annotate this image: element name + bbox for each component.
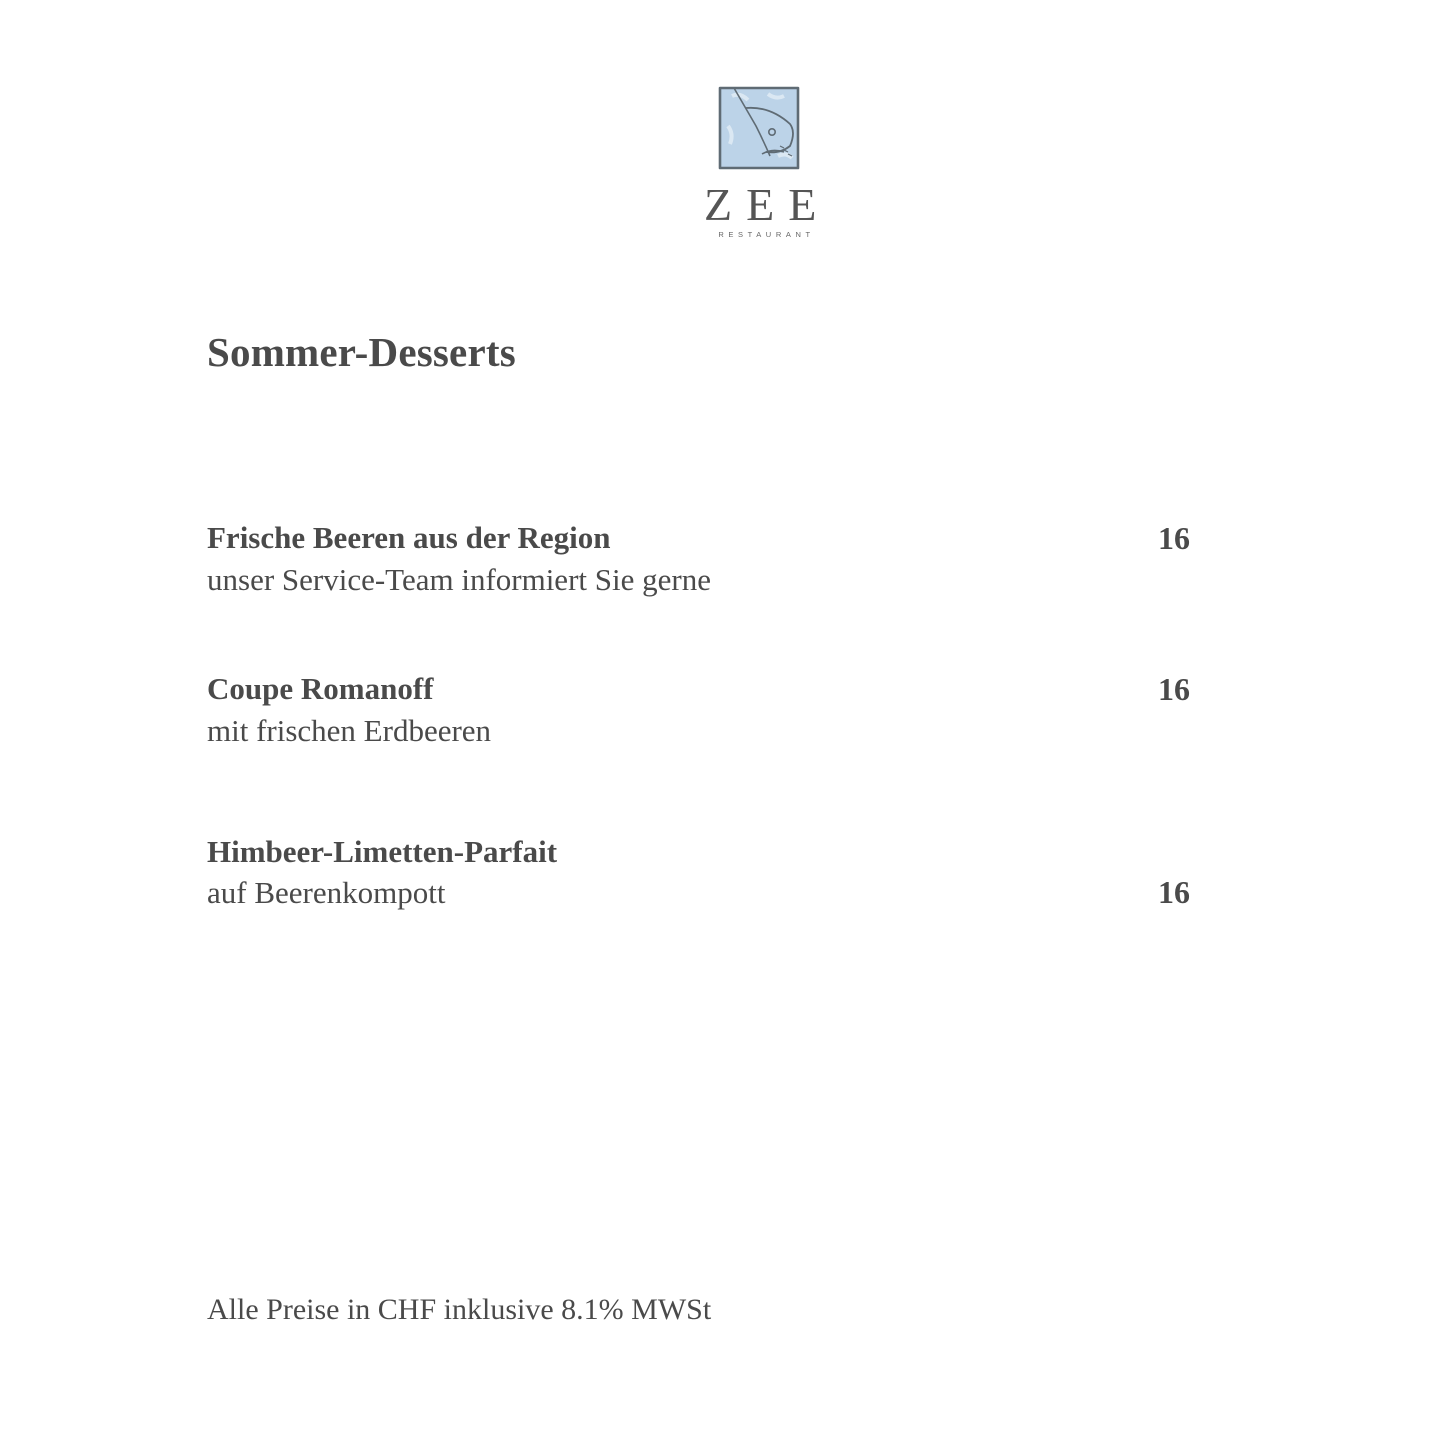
menu-item-description: mit frischen Erdbeeren <box>207 713 492 748</box>
logo-subtitle: RESTAURANT <box>718 230 815 239</box>
menu-item-name: Frische Beeren aus der Region <box>207 520 611 555</box>
menu-item-name: Himbeer-Limetten-Parfait <box>207 834 558 869</box>
menu-item-price: 16 <box>1158 671 1190 707</box>
menu-item-price: 16 <box>1158 874 1190 910</box>
menu-item-price: 16 <box>1158 520 1190 556</box>
price-footnote: Alle Preise in CHF inklusive 8.1% MWSt <box>207 1293 712 1326</box>
fish-head-icon <box>718 86 800 170</box>
menu-item-name: Coupe Romanoff <box>207 671 434 706</box>
menu-item-description: auf Beerenkompott <box>207 875 446 910</box>
menu-title: Sommer-Desserts <box>207 329 516 375</box>
restaurant-logo <box>690 84 830 244</box>
logo-wordmark: ZEE <box>704 179 831 230</box>
menu-item-description: unser Service-Team informiert Sie gerne <box>207 562 711 597</box>
